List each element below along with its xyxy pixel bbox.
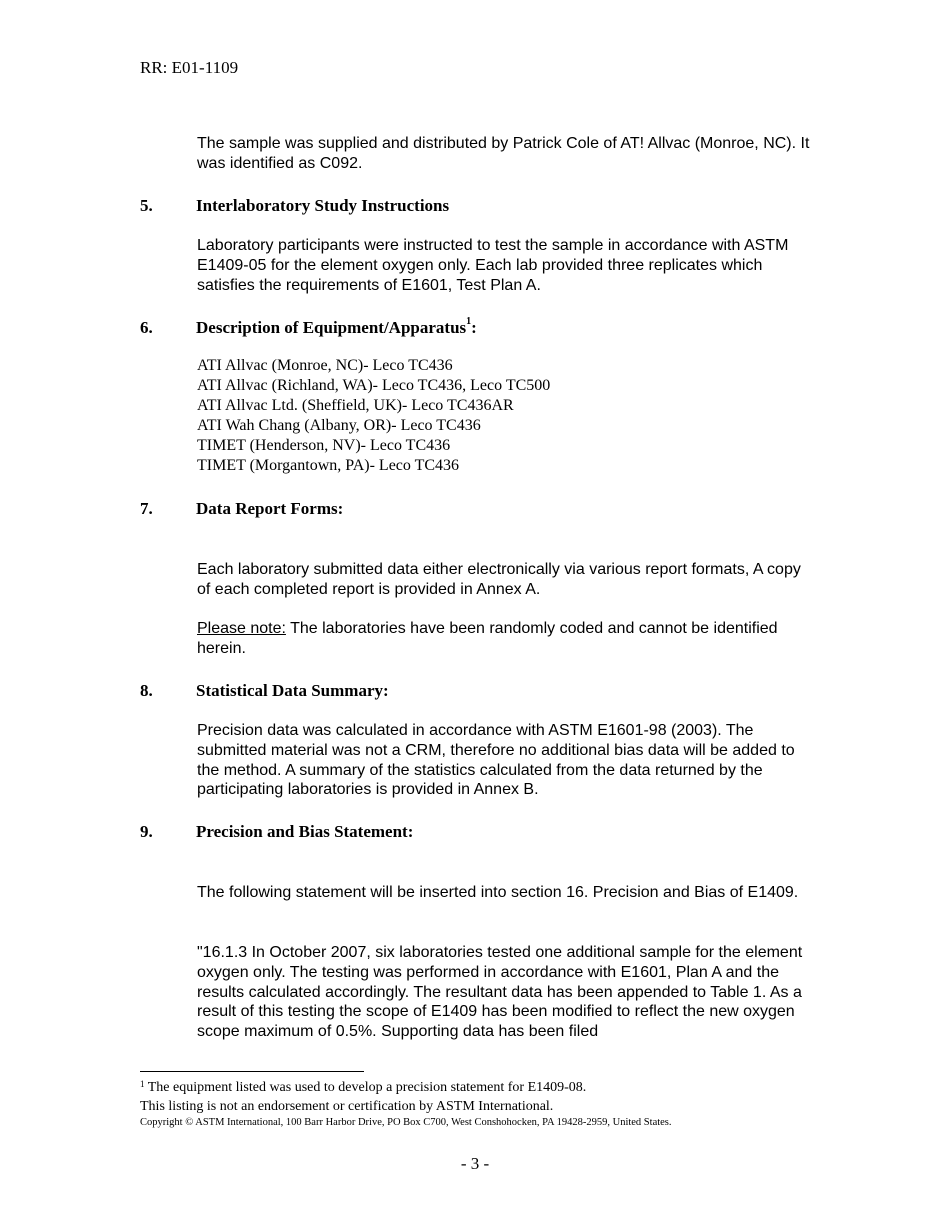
equipment-item: ATI Wah Chang (Albany, OR)- Leco TC436	[197, 417, 481, 434]
page-number: - 3 -	[460, 1154, 490, 1173]
precision-bias-quote: "16.1.3 In October 2007, six laboratories tested one additional sample for the element oxygen only. The testing was performed in accordance with E1601, Plan A and the results calculated accordingly. The resultant data has been appended to Table 1. As a result of this testing the scope of E1409 has been modified to reflect the new oxygen scope maximum of 0.5%. Supporting data has been filed	[197, 944, 803, 1041]
section-7-note	[197, 619, 817, 659]
equipment-item: ATI Allvac (Monroe, NC)- Leco TC436	[197, 357, 453, 374]
section-6-heading	[140, 318, 477, 338]
equipment-list	[197, 356, 550, 476]
footnote-line-1	[140, 1080, 586, 1096]
section-number: 8.	[140, 681, 153, 700]
section-title: Precision and Bias Statement:	[196, 822, 414, 841]
equipment-item: ATI Allvac (Richland, WA)- Leco TC436, Leco TC500	[197, 377, 551, 394]
section-title: Data Report Forms:	[196, 499, 344, 518]
section-8-body: Precision data was calculated in accordance with ASTM E1601-98 (2003). The submitted material was not a CRM, therefore no additional bias data will be added to the method. A summary of the statistics calculated from the data returned by the participating laboratories is provided in Annex B.	[197, 722, 795, 799]
copyright-notice: Copyright © ASTM International, 100 Barr Harbor Drive, PO Box C700, West Conshohocken, PA 19428-2959, United States.	[140, 1117, 672, 1128]
section-9-body: The following statement will be inserted into section 16. Precision and Bias of E1409.	[197, 884, 799, 901]
footnote-marker: 1	[466, 316, 472, 327]
footnote-separator	[140, 1071, 364, 1072]
section-9-heading	[140, 822, 413, 842]
report-reference: RR: E01-1109	[140, 58, 239, 77]
section-5-body: Laboratory participants were instructed to test the sample in accordance with ASTM E1409-05 for the element oxygen only. Each lab provided three replicates which satisfies the requirements of E1601, Test Plan A.	[197, 237, 789, 294]
footnote-marker: 1	[140, 1079, 145, 1089]
section-title: Description of Equipment/Apparatus	[196, 318, 467, 337]
section-8-heading	[140, 681, 389, 701]
equipment-item: ATI Allvac Ltd. (Sheffield, UK)- Leco TC436AR	[197, 397, 514, 414]
equipment-item: TIMET (Morgantown, PA)- Leco TC436	[197, 457, 460, 474]
section-7-body: Each laboratory submitted data either electronically via various report formats, A copy of each completed report is provided in Annex A.	[197, 561, 801, 598]
note-label: Please note:	[197, 620, 286, 637]
section-title: Interlaboratory Study Instructions	[196, 196, 450, 215]
section-number: 6.	[140, 318, 153, 337]
footnote-line-2: This listing is not an endorsement or certification by ASTM International.	[140, 1099, 554, 1114]
section-number: 7.	[140, 499, 153, 518]
equipment-item: TIMET (Henderson, NV)- Leco TC436	[197, 437, 451, 454]
section-5-heading	[140, 196, 449, 216]
footnote-text: The equipment listed was used to develop a precision statement for E1409-08.	[144, 1080, 587, 1095]
section-number: 9.	[140, 822, 153, 841]
note-text: The laboratories have been randomly coded and cannot be identified herein.	[197, 620, 778, 657]
section-title: Statistical Data Summary:	[196, 681, 389, 700]
sample-paragraph: The sample was supplied and distributed by Patrick Cole of AT! Allvac (Monroe, NC). It was identified as C092.	[197, 135, 810, 172]
section-title-suffix: :	[471, 318, 477, 337]
section-number: 5.	[140, 196, 153, 215]
section-7-heading	[140, 499, 343, 519]
